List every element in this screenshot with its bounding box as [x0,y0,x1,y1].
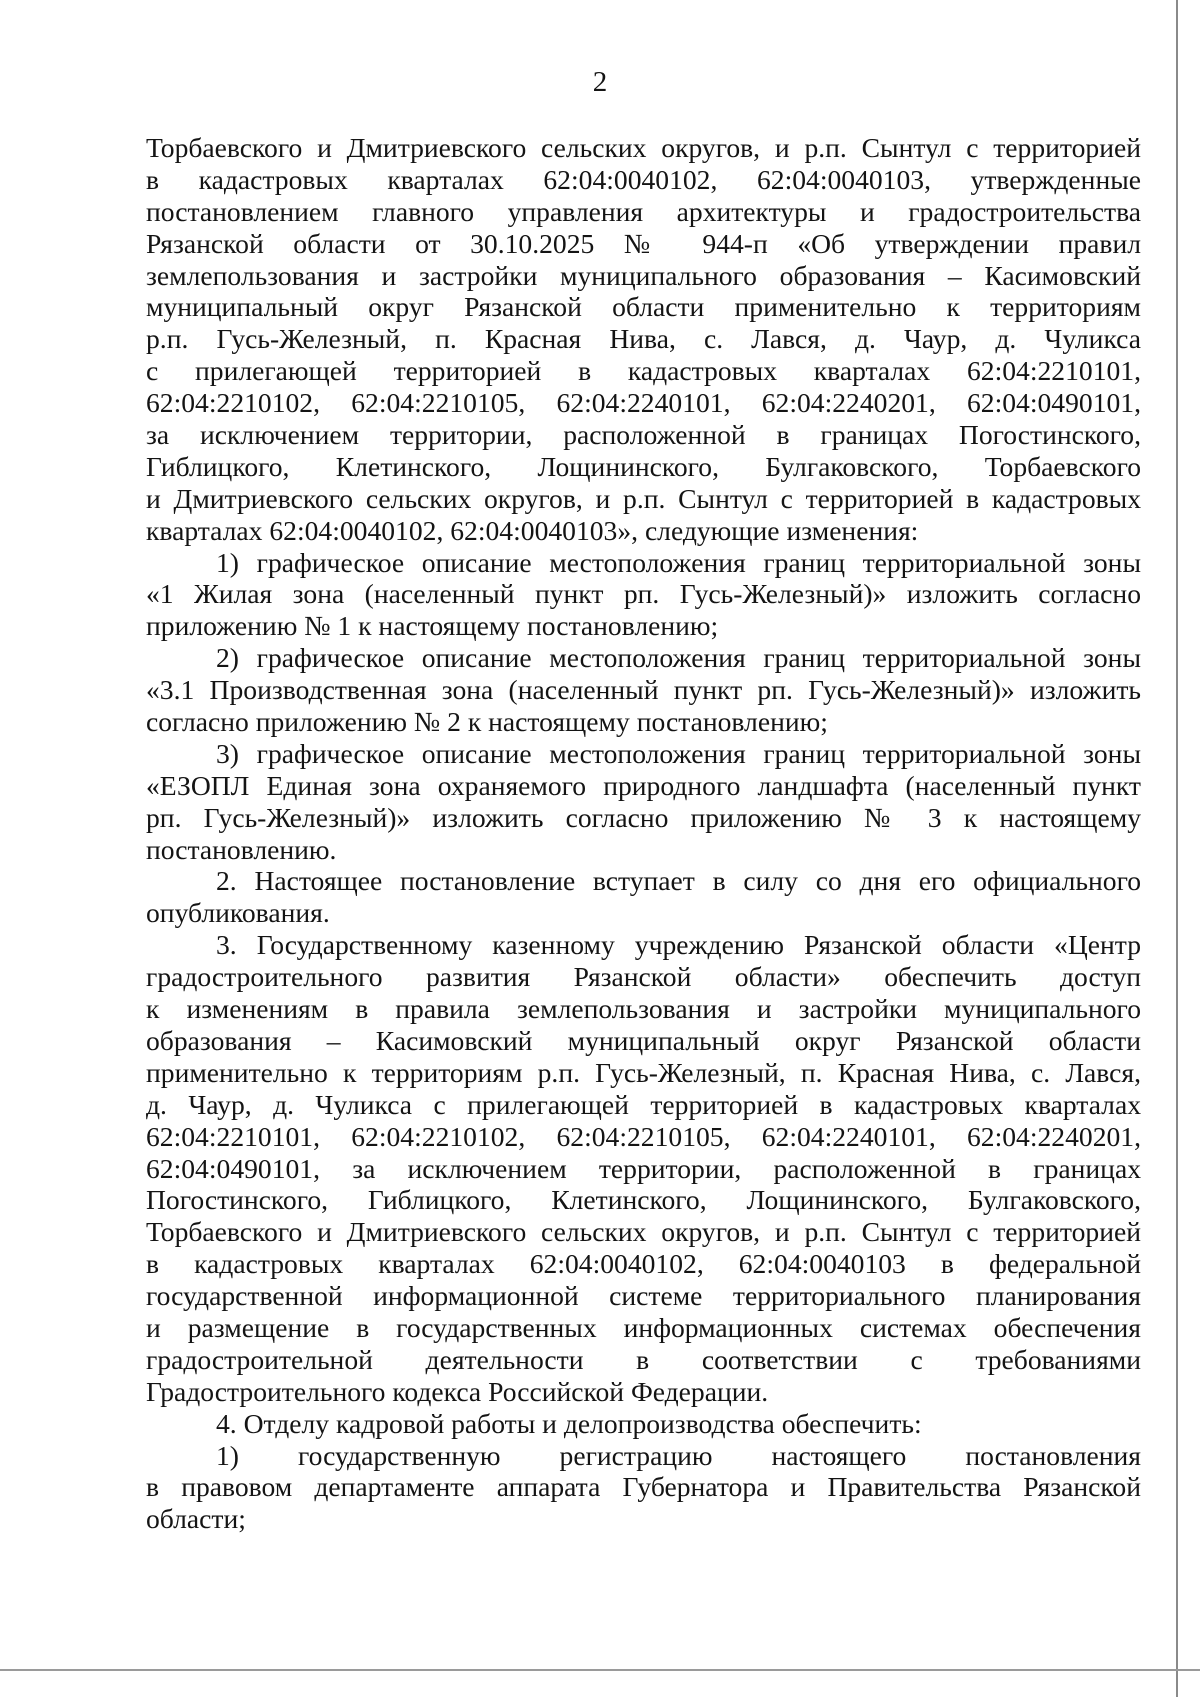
numbered-paragraph-line: 4. Отделу кадровой работы и делопроизводства обеспечить: [216,1407,922,1439]
document-body [146,132,1141,1535]
text-line: 62:04:0490101, за исключением территории, расположенной в границах [146,1152,1141,1184]
text-line: Гиблицкого, Клетинского, Лощининского, Булгаковского, Торбаевского [146,450,1141,482]
text-line: Торбаевского и Дмитриевского сельских округов, и р.п. Сынтул с территорией [146,132,1141,163]
text-line: землепользования и застройки муниципального образования – Касимовский [146,259,1141,291]
text-line: приложению № 1 к настоящему постановлению; [146,610,719,642]
text-line: области; [146,1503,246,1535]
text-line: «1 Жилая зона (населенный пункт рп. Гусь-Железный)» изложить согласно [146,578,1141,610]
text-line: Торбаевского и Дмитриевского сельских округов, и р.п. Сынтул с территорией [146,1216,1141,1248]
text-line: государственной информационной системе территориального планирования [146,1280,1141,1312]
numbered-paragraph-line: 3. Государственному казенному учреждению Рязанской области «Центр [216,929,1141,961]
text-line: образования – Касимовский муниципальный округ Рязанской области [146,1024,1141,1056]
scan-edge-bottom [0,1669,1200,1671]
text-line: Рязанской области от 30.10.2025 № 944-п «Об утверждении правил [146,227,1141,259]
text-line: градостроительного развития Рязанской области» обеспечить доступ [146,961,1141,993]
text-line: в кадастровых кварталах 62:04:0040102, 62:04:0040103 в федеральной [146,1248,1141,1280]
text-line: кварталах 62:04:0040102, 62:04:0040103», следующие изменения: [146,514,919,546]
text-line: Градостроительного кодекса Российской Федерации. [146,1375,769,1407]
list-item-line: 3) графическое описание местоположения границ территориальной зоны [216,737,1141,769]
text-line: постановлению. [146,833,337,865]
text-line: согласно приложению № 2 к настоящему постановлению; [146,706,828,738]
text-line: «3.1 Производственная зона (населенный пункт рп. Гусь-Железный)» изложить [146,674,1141,706]
text-line: постановлением главного управления архитектуры и градостроительства [146,195,1141,227]
text-line: «ЕЗОПЛ Единая зона охраняемого природного ландшафта (населенный пункт [146,769,1141,801]
text-line: р.п. Гусь-Железный, п. Красная Нива, с. Лався, д. Чаур, д. Чуликса [146,323,1141,355]
text-line: в кадастровых кварталах 62:04:0040102, 62:04:0040103, утвержденные [146,163,1141,195]
text-line: градостроительной деятельности в соответствии с требованиями [146,1343,1141,1375]
text-line: д. Чаур, д. Чуликса с прилегающей территорией в кадастровых кварталах [146,1088,1141,1120]
text-line: в правовом департаменте аппарата Губернатора и Правительства Рязанской [146,1471,1141,1503]
text-line: с прилегающей территорией в кадастровых кварталах 62:04:2210101, [146,355,1141,387]
list-item-line: 2) графическое описание местоположения границ территориальной зоны [216,642,1141,674]
scan-edge-right [1176,0,1178,1697]
text-line: 62:04:2210102, 62:04:2210105, 62:04:2240101, 62:04:2240201, 62:04:0490101, [146,387,1141,419]
numbered-paragraph-line: 2. Настоящее постановление вступает в силу со дня его официального [216,865,1141,897]
text-line: к изменениям в правила землепользования и застройки муниципального [146,993,1141,1025]
text-line: 62:04:2210101, 62:04:2210102, 62:04:2210105, 62:04:2240101, 62:04:2240201, [146,1120,1141,1152]
text-line: применительно к территориям р.п. Гусь-Железный, п. Красная Нива, с. Лався, [146,1056,1141,1088]
text-line: и размещение в государственных информационных системах обеспечения [146,1311,1141,1343]
list-item-line: 1) государственную регистрацию настоящего постановления [216,1439,1141,1471]
text-line: муниципальный округ Рязанской области применительно к территориям [146,291,1141,323]
page-number: 2 [592,66,608,98]
text-line: за исключением территории, расположенной в границах Погостинского, [146,419,1141,451]
text-line: рп. Гусь-Железный)» изложить согласно приложению № 3 к настоящему [146,801,1141,833]
text-line: опубликования. [146,897,330,929]
text-line: Погостинского, Гиблицкого, Клетинского, Лощининского, Булгаковского, [146,1184,1141,1216]
text-line: и Дмитриевского сельских округов, и р.п. Сынтул с территорией в кадастровых [146,482,1141,514]
list-item-line: 1) графическое описание местоположения границ территориальной зоны [216,546,1141,578]
